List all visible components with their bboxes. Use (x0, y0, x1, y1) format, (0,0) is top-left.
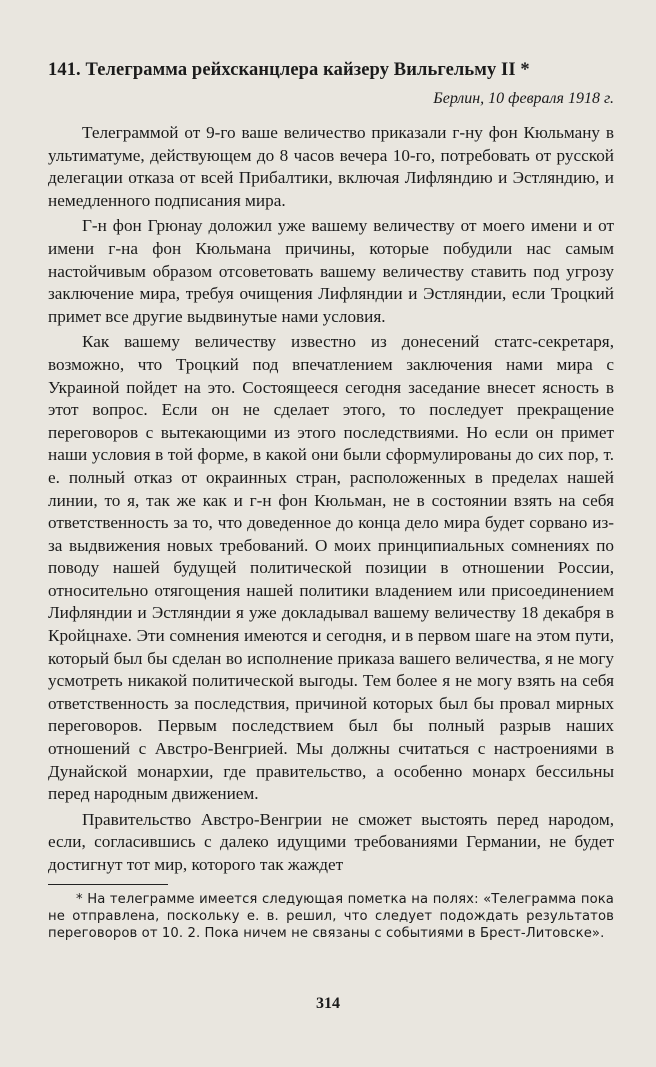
document-page (48, 58, 614, 942)
dateline: Берлин, 10 февраля 1918 г. (433, 90, 614, 107)
footnote-divider (48, 884, 168, 885)
paragraph-2: Г-н фон Грюнау доложил уже вашему величеству от моего имени и от имени г-на фон Кюльмана причины, которые побудили нас самым настойчивым образом отсоветовать вашему величеству ставить под угрозу заключение мира, требуя очищения Лифляндии и Эстляндии, если Троцкий примет все другие выдвинутые нами условия. (48, 216, 614, 326)
paragraph-1: Телеграммой от 9-го ваше величество приказали г-ну фон Кюльману в ультиматуме, действующем до 8 часов вечера 10-го, потребовать от русской делегации отказа от всей Прибалтики, включая Лифляндию и Эстляндию, и немедленного подписания мира. (48, 123, 614, 210)
page-number: 314 (316, 995, 340, 1012)
footnote: * На телеграмме имеется следующая пометка на полях: «Телеграмма пока не отправлена, поскольку е. в. решил, что следует подождать результатов переговоров от 10. 2. Пока ничем не связаны с событиями в Брест-Литовске». (48, 891, 614, 941)
paragraph-4: Правительство Австро-Венгрии не сможет выстоять перед народом, если, согласившись с далеко идущими требованиями Германии, не будет достигнут тот мир, которого так жаждет (48, 809, 614, 874)
document-title: 141. Телеграмма рейхсканцлера кайзеру Вильгельму II * (48, 60, 530, 80)
paragraph-3: Как вашему величеству известно из донесений статс-секретаря, возможно, что Троцкий под впечатлением заключения нами мира с Украиной пойдет на это. Состоящееся сегодня заседание внесет ясность в этот вопрос. Если он не сделает этого, то последует прекращение переговоров с вытекающими из этого последствиями. Но если он примет наши условия в той форме, в какой они были сформулированы до сих пор, т. е. полный отказ от окраинных стран, расположенных в пределах нашей линии, то я, так же как и г-н фон Кюльман, не в состоянии взять на себя ответственность за то, что доведенное до конца дело мира будет сорвано из-за выдвижения новых требований. О моих принципиальных сомнениях по поводу нашей будущей политической позиции в отношении России, относительно отягощения нашей политики владением или присоединением Лифляндии и Эстляндии я уже докладывал вашему величеству 18 декабря в Кройцнахе. Эти сомнения имеются и сегодня, и в первом шаге на этом пути, который был бы сделан во исполнение приказа вашего величества, я не могу усмотреть никакой политической выгоды. Тем более я не могу взять на себя ответственность за последствия, причиной которых был бы провал мирных переговоров. Первым последствием был бы полный разрыв наших отношений с Австро-Венгрией. Мы должны считаться с настроениями в Дунайской монархии, где правительство, а особенно монарх бессильны перед народным движением. (48, 332, 614, 804)
